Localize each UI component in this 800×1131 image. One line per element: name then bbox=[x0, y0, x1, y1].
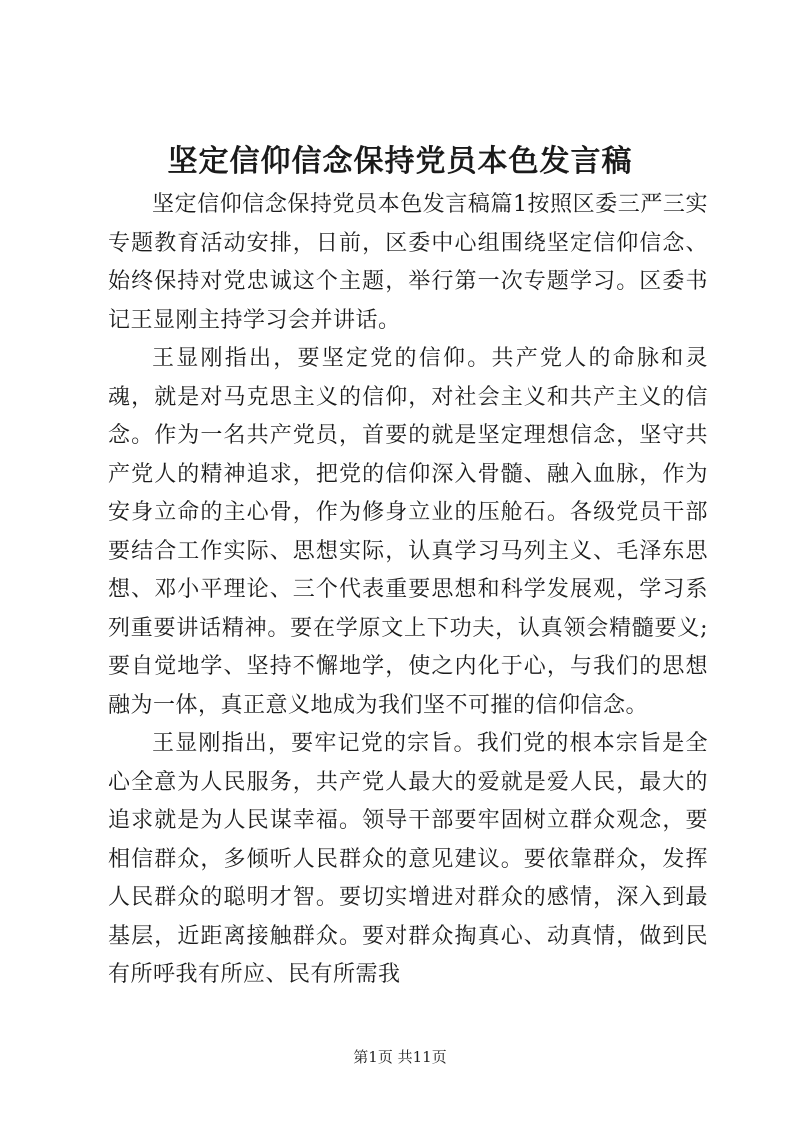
document-title: 坚定信仰信念保持党员本色发言稿 bbox=[167, 144, 633, 179]
document-body bbox=[108, 186, 708, 995]
paragraph-2: 王显刚指出，要坚定党的信仰。共产党人的命脉和灵魂，就是对马克思主义的信仰，对社会主义和共产主义的信念。作为一名共产党员，首要的就是坚定理想信念，坚守共产党人的精神追求，把党的信仰深入骨髓、融入血脉，作为安身立命的主心骨，作为修身立业的压舱石。各级党员干部要结合工作实际、思想实际，认真学习马列主义、毛泽东思想、邓小平理论、三个代表重要思想和科学发展观，学习系列重要讲话精神。要在学原文上下功夫，认真领会精髓要义;要自觉地学、坚持不懈地学，使之内化于心，与我们的思想融为一体，真正意义地成为我们坚不可摧的信仰信念。 bbox=[108, 346, 708, 718]
paragraph-3: 王显刚指出，要牢记党的宗旨。我们党的根本宗旨是全心全意为人民服务，共产党人最大的爱就是爱人民，最大的追求就是为人民谋幸福。领导干部要牢固树立群众观念，要相信群众，多倾听人民群众的意见建议。要依靠群众，发挥人民群众的聪明才智。要切实增进对群众的感情，深入到最基层，近距离接触群众。要对群众掏真心、动真情，做到民有所呼我有所应、民有所需我 bbox=[108, 731, 708, 987]
page-footer: 第1页 共11页 bbox=[353, 1048, 447, 1066]
paragraph-1: 坚定信仰信念保持党员本色发言稿篇1按照区委三严三实专题教育活动安排，日前，区委中心组围绕坚定信仰信念、始终保持对党忠诚这个主题，举行第一次专题学习。区委书记王显刚主持学习会并讲话。 bbox=[108, 192, 708, 333]
